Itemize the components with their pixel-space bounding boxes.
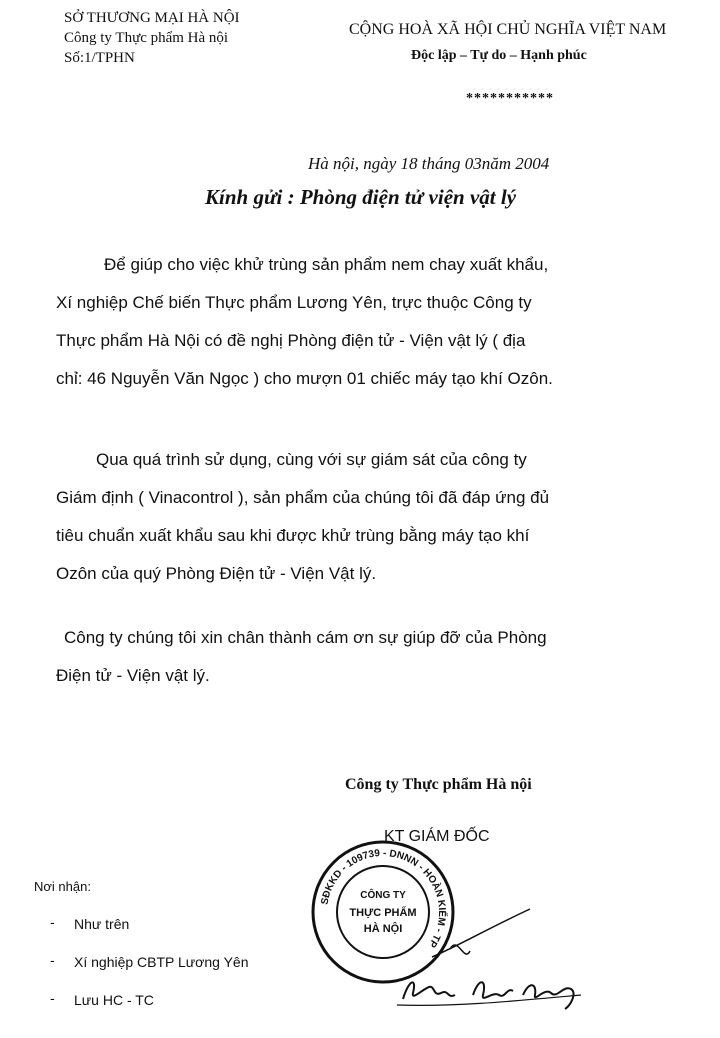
paragraph-line: tiêu chuẩn xuất khẩu sau khi được khử trùng bằng máy tạo khí — [56, 526, 530, 545]
director-signature — [395, 965, 585, 1015]
recipients-list — [50, 916, 248, 1030]
recipient-item: - Xí nghiệp CBTP Lương Yên — [50, 954, 248, 992]
paragraph-line: Xí nghiệp Chế biến Thực phẩm Lương Yên, trực thuộc Công ty — [56, 293, 532, 312]
paragraph-line: Qua quá trình sử dụng, cùng với sự giám sát của công ty — [96, 450, 527, 469]
body-paragraph-1 — [56, 246, 606, 398]
date-line: Hà nội, ngày 18 tháng 03năm 2004 — [308, 154, 550, 173]
body-paragraph-3 — [56, 619, 606, 695]
paragraph-line: Ozôn của quý Phòng Điện tử - Viện Vật lý. — [56, 564, 377, 583]
paragraph-line: Để giúp cho việc khử trùng sản phẩm nem chay xuất khẩu, — [104, 255, 549, 274]
signoff-title: KT GIÁM ĐỐC — [384, 828, 490, 845]
paragraph-line: Công ty chúng tôi xin chân thành cám ơn sự giúp đỡ của Phòng — [64, 628, 547, 647]
paragraph-line: Giám định ( Vinacontrol ), sản phẩm của chúng tôi đã đáp ứng đủ — [56, 488, 550, 507]
national-title: CỘNG HOÀ XÃ HỘI CHỦ NGHĨA VIỆT NAM — [349, 21, 667, 38]
seal-center-line-2: THỰC PHẨM — [349, 907, 417, 919]
seal-center-line-3: HÀ NỘI — [363, 923, 403, 935]
seal-center-line-1: CÔNG TY — [360, 890, 406, 901]
recipient-item: - Như trên — [50, 916, 248, 954]
recipient-item: - Lưu HC - TC — [50, 992, 248, 1030]
initials-scribble — [430, 905, 540, 965]
recipients-title: Nơi nhận: — [34, 879, 91, 894]
paragraph-line: Thực phẩm Hà Nội có đề nghị Phòng điện tử - Viện vật lý ( địa — [56, 331, 526, 350]
national-motto: Độc lập – Tự do – Hạnh phúc — [411, 48, 587, 63]
body-paragraph-2 — [56, 441, 606, 593]
document-number: Số:1/TPHN — [64, 50, 135, 66]
issuing-organization-block — [64, 8, 240, 68]
org-department: SỞ THƯƠNG MẠI HÀ NỘI — [64, 10, 240, 26]
seal-ring-text: SĐKKD - 109739 - DNNN - HOÀN KIẾM - TP — [319, 847, 448, 950]
motto-divider-stars: *********** — [466, 91, 554, 106]
paragraph-line: chỉ: 46 Nguyễn Văn Ngọc ) cho mượn 01 chiếc máy tạo khí Ozôn. — [56, 369, 553, 388]
paragraph-line: Điện tử - Viện vật lý. — [56, 666, 210, 685]
org-company: Công ty Thực phẩm Hà nội — [64, 30, 229, 46]
signoff-company: Công ty Thực phẩm Hà nội — [345, 776, 532, 793]
salutation: Kính gửi : Phòng điện tử viện vật lý — [205, 185, 517, 209]
